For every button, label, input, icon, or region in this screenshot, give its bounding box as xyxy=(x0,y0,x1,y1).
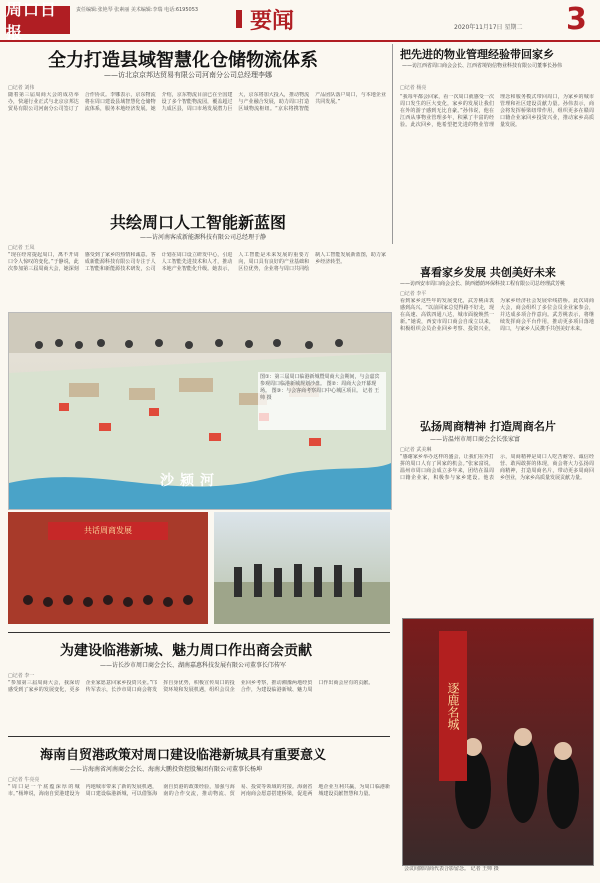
page-number: 3 xyxy=(566,2,587,37)
article-subhead: ——访西安市周口商会会长、陕西德荫环保科技工程有限公司总经理武芳桃 xyxy=(400,281,566,287)
article-headline: 把先进的物业管理经验带回家乡 xyxy=(400,48,554,61)
article-headline: 海南自贸港政策对周口建设临港新城具有重要意义 xyxy=(40,748,327,763)
article-body: 看到家乡这些年的发展变化，武芳桃由衷感到高兴。“以前回家总觉得路不好走，现在高速、高铁四通八达，城市面貌焕然一新。”她说，西安市周口商会自成立以来，积极组织会员企业回乡考察、投资兴业，为家乡经济社会发展牵线搭桥。此次周商大会，商会组织了多位会员企业家参会，并达成多项合作意向。武芳桃表示，将继续发挥商会平台作用，推动更多项目落地周口，与家乡人民携手共创美好未来。 xyxy=(400,298,594,332)
article-headline: 为建设临港新城、魅力周口作出商会贡献 xyxy=(60,643,312,659)
article-headline: 喜看家乡发展 共创美好未来 xyxy=(420,266,556,279)
photo-caption: 图①：第三届周口临港新城暨周商大会期间，与会嘉宾参观周口临港新城规划沙盘。 图②：周商大会开幕现场。 图③：与会客商考察周口中心城区项目。 记者 王帅 摄 xyxy=(258,372,386,430)
article-byline: □记者 刘伟 xyxy=(8,85,35,91)
section-title: 要闻 xyxy=(250,8,295,34)
article-byline: □记者 王凤 xyxy=(8,245,35,251)
inspection-photo xyxy=(214,512,390,624)
article-subhead: ——访长沙市周口商会会长、湖南嘉惠科技发展有限公司董事长邝传军 xyxy=(100,662,287,669)
article-subhead: ——访北京京邦达贸易有限公司河南分公司总经理李娜 xyxy=(104,71,272,79)
article-byline: □记者 杨亮 xyxy=(400,85,427,91)
column-divider xyxy=(392,44,393,244)
photo-caption: 会议间隙周商代表合影留念。 记者 王帅 摄 xyxy=(404,866,499,872)
conference-photo xyxy=(8,512,208,624)
article-byline: □记者 牛亮亮 xyxy=(8,777,40,783)
delegates-illustration xyxy=(403,619,593,865)
article-subhead: ——访海南省河南商会会长、海南大鹏投资控股集团有限公司董事长杨坤 xyxy=(70,766,263,773)
vertical-banner: 逐鹿名城 xyxy=(439,631,467,781)
issue-date: 2020年11月17日 星期二 xyxy=(454,24,523,31)
editor-credits: 责任编辑:张艳琴 张素丽 美术编辑:李瑞 电话:6195053 xyxy=(76,7,199,13)
article-body: “周口是一个底蕴深厚的城市。”杨坤说，海南自贸港建设为内地城市带来了新的发展机遇，周口建设临港新城，可以借鉴海南自贸港的政策经验，加强与海南的合作交流，推动物流、贸易、投资等领域的对接。海南省河南商会愿意搭建桥梁，促进两地企业互利共赢，为周口临港新城建设贡献智慧和力量。 xyxy=(8,784,390,797)
section-marker xyxy=(236,10,242,28)
article-subhead: ——访河南客成新能源科技有限公司总经理于静 xyxy=(140,234,267,241)
delegation-illustration xyxy=(214,512,390,624)
article-body: “现在经常提起周口，离不开周口令人惊叹的变化。”于静说，此次参加第三届周商大会，她深刻感受到了家乡的热情和诚意。客成新能源科技有限公司专注于人工智能和新能源技术研发，公司计划在周口设立研发中心，引进人工智能先进技术和人才，推动本地产业智能化升级。她表示，人工智能是未来发展的重要方向，周口具有良好的产业基础和区位优势，企业将与周口共同绘制人工智能发展新蓝图，助力家乡经济转型。 xyxy=(8,252,386,272)
article-subhead: ——访温州市周口商会会长张家富 xyxy=(430,436,521,443)
article-body: “感谢家乡举办这样的盛会，让我们在外打拼的周口人有了回家的机会。”张家富说，温州市周口商会成立多年来，团结在温周口籍企业家，积极参与家乡建设。他表示，周商精神是周口人吃苦耐劳、诚信经营、敢闯敢拼的体现，商会将大力弘扬周商精神，打造周商名片，带动更多周商回乡创业，为家乡高质量发展贡献力量。 xyxy=(400,454,594,481)
delegates-photo xyxy=(402,618,594,866)
article-byline: □记者 李平 xyxy=(400,291,427,297)
article-byline: □记者 李一 xyxy=(8,673,35,679)
newspaper-logo: 周口日报 xyxy=(6,6,70,34)
article-body: “参加第三届周商大会，我深切感受到了家乡的发展变化，更多企业家愿意回家乡投资兴业。”邝传军表示，长沙市周口商会将发挥自身优势，积极宣传周口的投资环境和发展机遇，组织会员企业回乡考察，推动湘豫两地经贸合作，为建设临港新城、魅力周口作出商会应有的贡献。 xyxy=(8,680,374,693)
audience-illustration xyxy=(8,540,208,620)
article-headline: 共绘周口人工智能新蓝图 xyxy=(110,213,287,232)
article-headline: 全力打造县域智慧化仓储物流体系 xyxy=(48,50,318,71)
article-body: “我每年都会回家，看一次周口就感受一次周口发生的巨大变化，家乡的发展让我们在外的游子感到无比自豪。”孙伟说，他在江西从事物业管理多年，积累了丰富的经验。此次回乡，他希望把先进的物业管理理念和服务模式带回周口，为家乡的城市管理和社区建设贡献力量。孙伟表示，商会将发挥桥梁纽带作用，组织更多在赣周口籍企业家回乡投资兴业，推动家乡高质量发展。 xyxy=(400,94,594,128)
conference-banner: 共话周商发展 xyxy=(48,522,168,540)
river-label: 沙颍河 xyxy=(160,473,220,489)
article-byline: □记者 武美琳 xyxy=(400,447,432,453)
article-headline: 弘扬周商精神 打造周商名片 xyxy=(420,420,556,433)
section-divider xyxy=(8,632,390,633)
article-subhead: ——访江西省周口商会会长、江西省境钧信物业科技有限公司董事长孙伟 xyxy=(402,63,563,69)
article-body: 随着第三届周商大会的成功举办，快递行业正式与北京京邦达贸易有限公司河南分公司签订了合作协议。李娜表示，京东物流将在周口建设县域智慧化仓储物流体系，服务本地经济发展。她介绍，京东物流目前已在全国建设了多个智能物流园，覆盖超过九成区县，周口市场发展潜力巨大，京东将加大投入，推动物流与产业融合发展，助力周口打造区域物流枢纽。“京东将携智能产品团队落户周口，与本地企业共同发展。” xyxy=(8,92,386,112)
section-divider xyxy=(8,736,390,737)
